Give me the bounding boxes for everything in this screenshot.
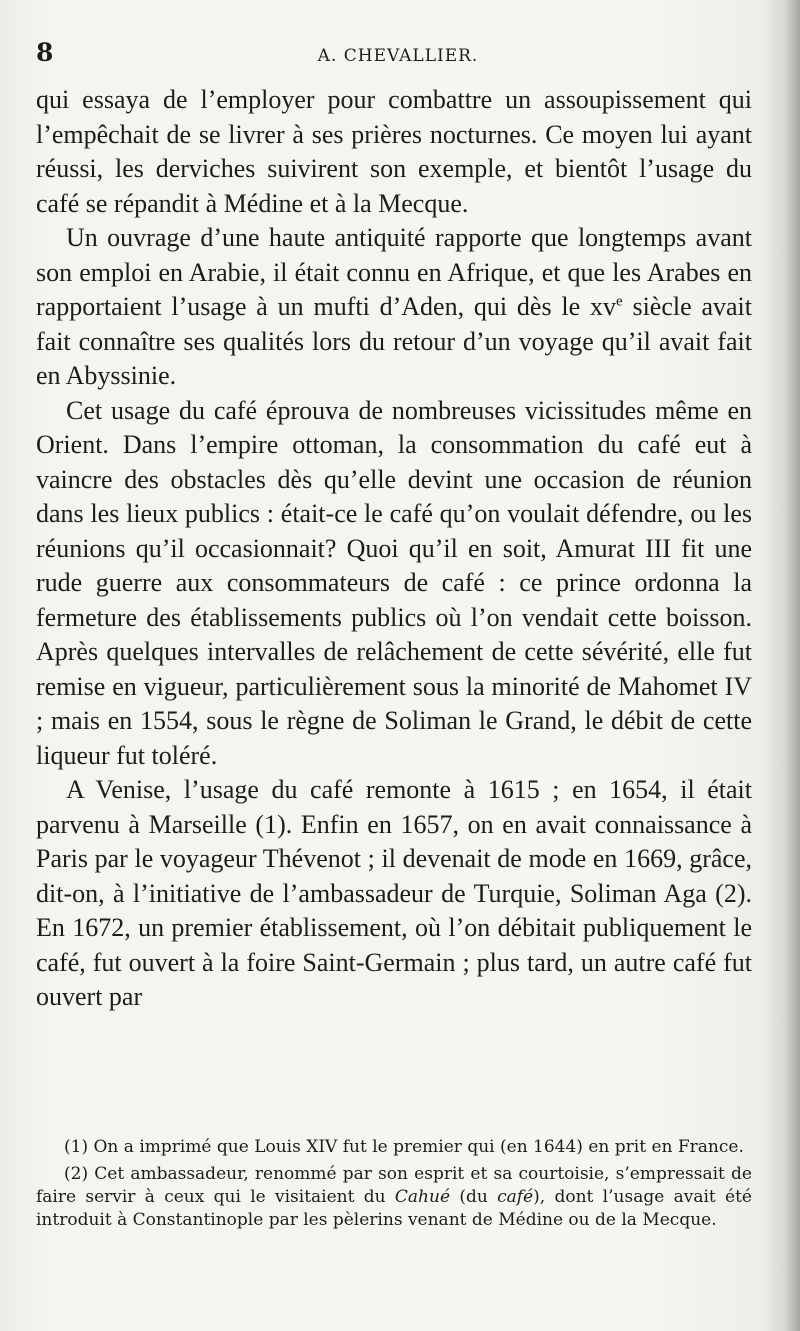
footnotes xyxy=(36,1136,752,1236)
page-number: 8 xyxy=(36,38,54,67)
footnote-1: (1) On a imprimé que Louis XIV fut le premier qui (en 1644) en prit en France. xyxy=(64,1137,744,1157)
footnote-2-mid: (du xyxy=(459,1187,488,1207)
footnote-2-italic-2: café xyxy=(497,1187,534,1207)
footnote-2-end: ), dont l’usage avait été introduit à Constantinople par les pèlerins venant de Médine ou de la Mecque. xyxy=(36,1187,752,1230)
paragraph-1: qui essaya de l’employer pour combattre un assoupissement qui l’empêchait de se livrer à ses prières nocturnes. Ce moyen lui ayant réussi, les derviches suivirent son exemple, et bientôt l’usage du café se répandit à Médine et à la Mecque. xyxy=(36,85,752,218)
footnote-2 xyxy=(36,1163,752,1232)
body-text xyxy=(36,83,752,1015)
paragraph-4: A Venise, l’usage du café remonte à 1615 ; en 1654, il était parvenu à Marseille (1). Enfin en 1657, on en avait connaissance à Paris par le voyageur Thévenot ; il devenait de mode en 1669, grâce, dit-on, à l’initiative de l’ambassadeur de Turquie, Soliman Aga (2). En 1672, un premier établissement, où l’on débitait publiquement le café, fut ouvert à la foire Saint-Germain ; plus tard, un autre café fut ouvert par xyxy=(36,775,752,1011)
footnote-2-start: (2) Cet ambassadeur, renommé par son esprit et sa courtoisie, s’empressait de faire servir à ceux qui le visitaient du xyxy=(36,1164,752,1207)
page-header xyxy=(36,38,760,70)
running-head: A. CHEVALLIER. xyxy=(317,46,479,66)
paragraph-2-end: siècle avait fait connaître ses qualités lors du retour d’un voyage qu’il avait fait en Abyssinie. xyxy=(36,292,752,390)
paragraph-3: Cet usage du café éprouva de nombreuses vicissitudes même en Orient. Dans l’empire ottoman, la consommation du café eut à vaincre des obstacles dès qu’elle devint une occasion de réunion dans les lieux publics : était-ce le café qu’on voulait défendre, ou les réunions qu’il occasionnait? Quoi qu’il en soit, Amurat III fit une rude guerre aux consommateurs de café : ce prince ordonna la fermeture des établissements publics où l’on vendait cette boisson. Après quelques intervalles de relâchement de cette sévérité, elle fut remise en vigueur, particulièrement sous la minorité de Mahomet IV ; mais en 1554, sous le règne de Soliman le Grand, le débit de cette liqueur fut toléré. xyxy=(36,395,752,770)
paragraph-2 xyxy=(36,221,752,394)
century-superscript: e xyxy=(615,293,623,310)
paragraph-2-start: Un ouvrage d’une haute antiquité rapporte que longtemps avant son emploi en Arabie, il était connu en Afrique, et que les Arabes en rapportaient l’usage à un mufti d’Aden, qui dès le xyxy=(36,223,752,321)
century-numeral: xv xyxy=(589,292,616,321)
page-gutter-shadow xyxy=(762,0,800,1331)
footnote-2-italic-1: Cahué xyxy=(394,1187,451,1207)
